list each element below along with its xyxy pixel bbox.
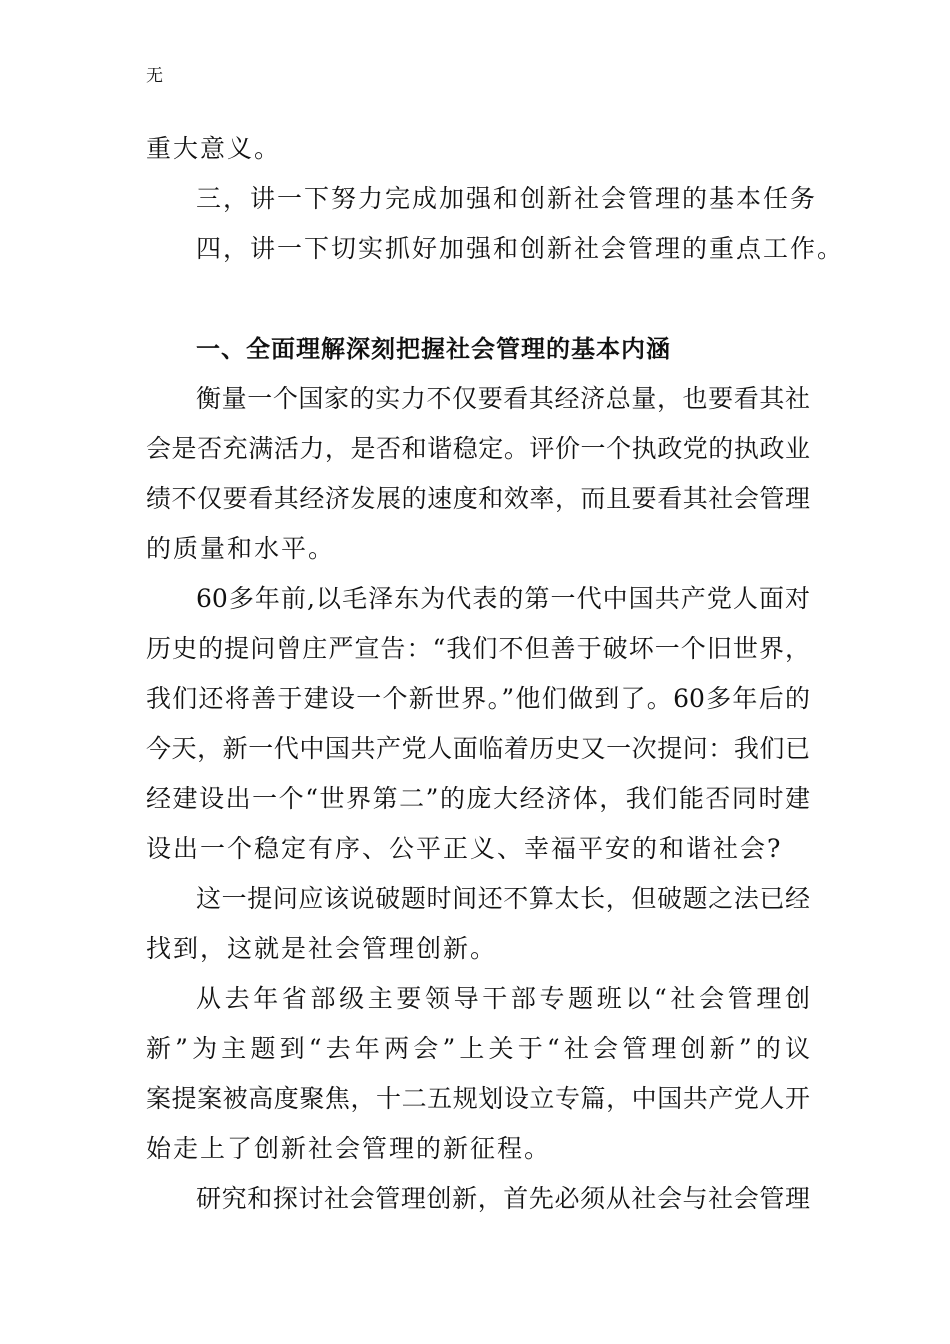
- text-line: 今天，新一代中国共产党人面临着历史又一次提问：我们已: [146, 734, 810, 763]
- text-line: 这一提问应该说破题时间还不算太长，但破题之法已经: [196, 884, 810, 913]
- text-line: 从去年省部级主要领导干部专题班以“社会管理创: [196, 984, 810, 1013]
- text-line: 三，讲一下努力完成加强和创新社会管理的基本任务: [196, 184, 818, 213]
- text-line: 经建设出一个“世界第二”的庞大经济体，我们能否同时建: [146, 784, 810, 813]
- blank-line: [146, 274, 810, 324]
- text-line: 绩不仅要看其经济发展的速度和效率，而且要看其社会管理: [146, 484, 810, 513]
- text-line: 60多年前,以毛泽东为代表的第一代中国共产党人面对: [196, 584, 810, 613]
- section-heading: 一、全面理解深刻把握社会管理的基本内涵: [196, 335, 671, 363]
- text-line: 始走上了创新社会管理的新征程。: [146, 1134, 552, 1163]
- text-line: 历史的提问曾庄严宣告：“我们不但善于破坏一个旧世界，: [146, 634, 810, 663]
- text-line: 新”为主题到“去年两会”上关于“社会管理创新”的议: [146, 1034, 810, 1063]
- text-line: 我们还将善于建设一个新世界。”他们做到了。60多年后的: [146, 684, 810, 713]
- text-line: 研究和探讨社会管理创新，首先必须从社会与社会管理: [196, 1184, 810, 1213]
- text-line: 会是否充满活力，是否和谐稳定。评价一个执政党的执政业: [146, 434, 810, 463]
- text-line: 设出一个稳定有序、公平正义、幸福平安的和谐社会?: [146, 834, 783, 863]
- page-header-mark: 无: [146, 66, 163, 86]
- text-line: 案提案被高度聚焦，十二五规划设立专篇，中国共产党人开: [146, 1084, 810, 1113]
- text-line: 的质量和水平。: [146, 534, 336, 563]
- text-line: 重大意义。: [146, 134, 282, 163]
- document-body: [146, 124, 845, 1224]
- text-line: 衡量一个国家的实力不仅要看其经济总量，也要看其社: [196, 384, 810, 413]
- text-line: 找到，这就是社会管理创新。: [146, 934, 498, 963]
- text-line: 四，讲一下切实抓好加强和创新社会管理的重点工作。: [196, 234, 845, 263]
